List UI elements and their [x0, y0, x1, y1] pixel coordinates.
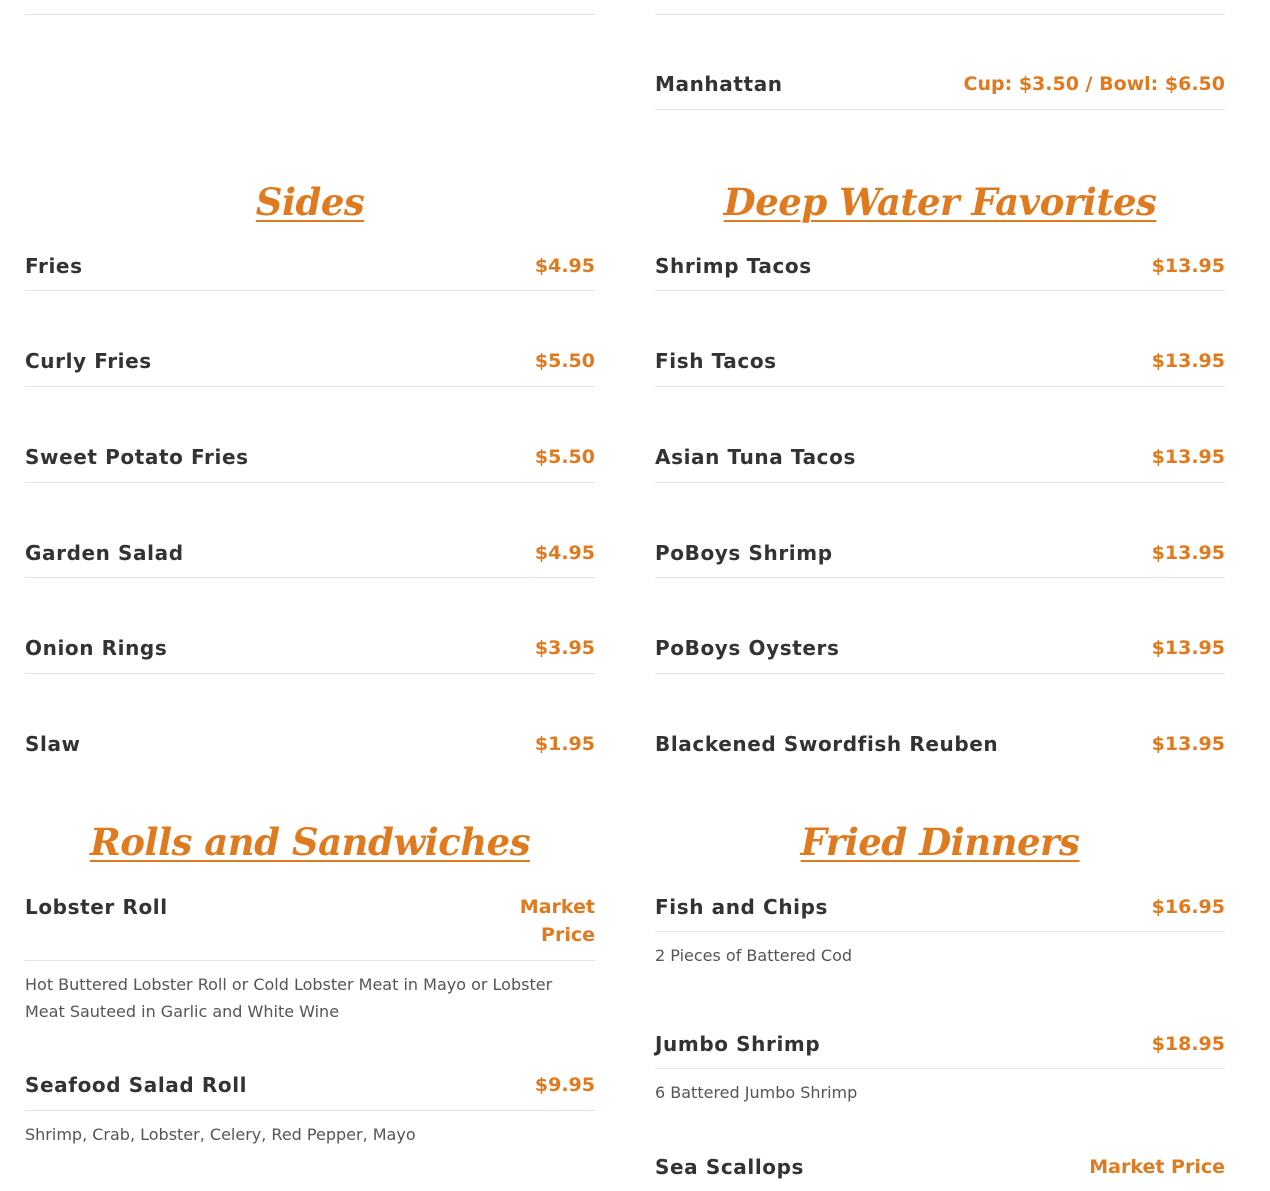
menu-item-name: Blackened Swordfish Reuben [655, 732, 999, 756]
menu-item-name: Seafood Salad Roll [25, 1073, 248, 1097]
menu-item [25, 634, 595, 674]
section-title-rolls-and-sandwiches: Rolls and Sandwiches [89, 820, 531, 864]
menu-item [25, 0, 595, 15]
menu-item [25, 443, 595, 483]
menu-item [655, 634, 1225, 674]
menu-item-name: Curly Fries [25, 349, 152, 373]
menu-item [655, 1030, 1225, 1069]
menu-item [655, 347, 1225, 387]
menu-item-name: Fries [25, 254, 83, 278]
menu-item-price: Market Price [519, 896, 595, 946]
section-title-fried-dinners: Fried Dinners [800, 820, 1080, 864]
menu-item [25, 347, 595, 387]
menu-item [25, 893, 595, 961]
menu-item-name: Sweet Potato Fries [25, 445, 249, 469]
menu-item-description: Hot Buttered Lobster Roll or Cold Lobster Meat in Mayo or Lobster Meat Sauteed in Garlic and White Wine [25, 975, 553, 1021]
menu-item [655, 539, 1225, 578]
menu-item-description: 2 Pieces of Battered Cod [655, 946, 853, 965]
menu-item-price: $13.95 [1151, 733, 1225, 755]
menu-item-name: Jumbo Shrimp [655, 1032, 821, 1056]
menu-item-price: $16.95 [1151, 896, 1225, 918]
menu-item [655, 70, 1225, 110]
menu-item [655, 1153, 1225, 1191]
menu-item-price: Market Price [1089, 1156, 1225, 1178]
menu-item [25, 252, 595, 291]
section-title-deep-water-favorites: Deep Water Favorites [723, 180, 1157, 224]
menu-item-name: Manhattan [655, 72, 783, 96]
menu-item [655, 893, 1225, 932]
menu-item [25, 1071, 595, 1111]
menu-item-name: Lobster Roll [25, 895, 168, 919]
menu-item-name: PoBoys Shrimp [655, 541, 833, 565]
menu-item-price: $13.95 [1151, 637, 1225, 659]
menu-item [25, 730, 595, 769]
menu-item-price: $13.95 [1151, 255, 1225, 277]
menu-item-price: $13.95 [1151, 542, 1225, 564]
menu-item-name: PoBoys Oysters [655, 636, 840, 660]
menu-item-price: $4.95 [534, 255, 595, 277]
menu-item [655, 252, 1225, 291]
menu-item-name: Sea Scallops [655, 1155, 805, 1179]
section-title-sides: Sides [255, 180, 365, 224]
menu-item-price: Cup: $3.50 / Bowl: $6.50 [963, 73, 1225, 95]
menu-item-name: Fish Tacos [655, 349, 777, 373]
menu-item-name: Shrimp Tacos [655, 254, 812, 278]
menu-item-price: $1.95 [534, 733, 595, 755]
menu-item-name: Asian Tuna Tacos [655, 445, 856, 469]
menu-item-price: $5.50 [534, 446, 595, 468]
menu-item-price: $13.95 [1151, 446, 1225, 468]
menu-item-price: $9.95 [534, 1074, 595, 1096]
menu-item-description: 6 Battered Jumbo Shrimp [655, 1083, 858, 1102]
menu-item [655, 730, 1225, 769]
menu-item-description: Shrimp, Crab, Lobster, Celery, Red Pepper, Mayo [25, 1125, 416, 1144]
menu-item-price: $5.50 [534, 350, 595, 372]
menu-item [655, 0, 1225, 15]
menu-item-name: Fish and Chips [655, 895, 829, 919]
menu-item-price: $3.95 [534, 637, 595, 659]
menu-item-price: $4.95 [534, 542, 595, 564]
menu-item [25, 539, 595, 578]
menu-item-price: $13.95 [1151, 350, 1225, 372]
menu-item-name: Slaw [25, 732, 81, 756]
menu-item-price: $18.95 [1151, 1033, 1225, 1055]
menu-item [655, 443, 1225, 483]
menu-item-name: Garden Salad [25, 541, 184, 565]
menu-item-name: Onion Rings [25, 636, 168, 660]
